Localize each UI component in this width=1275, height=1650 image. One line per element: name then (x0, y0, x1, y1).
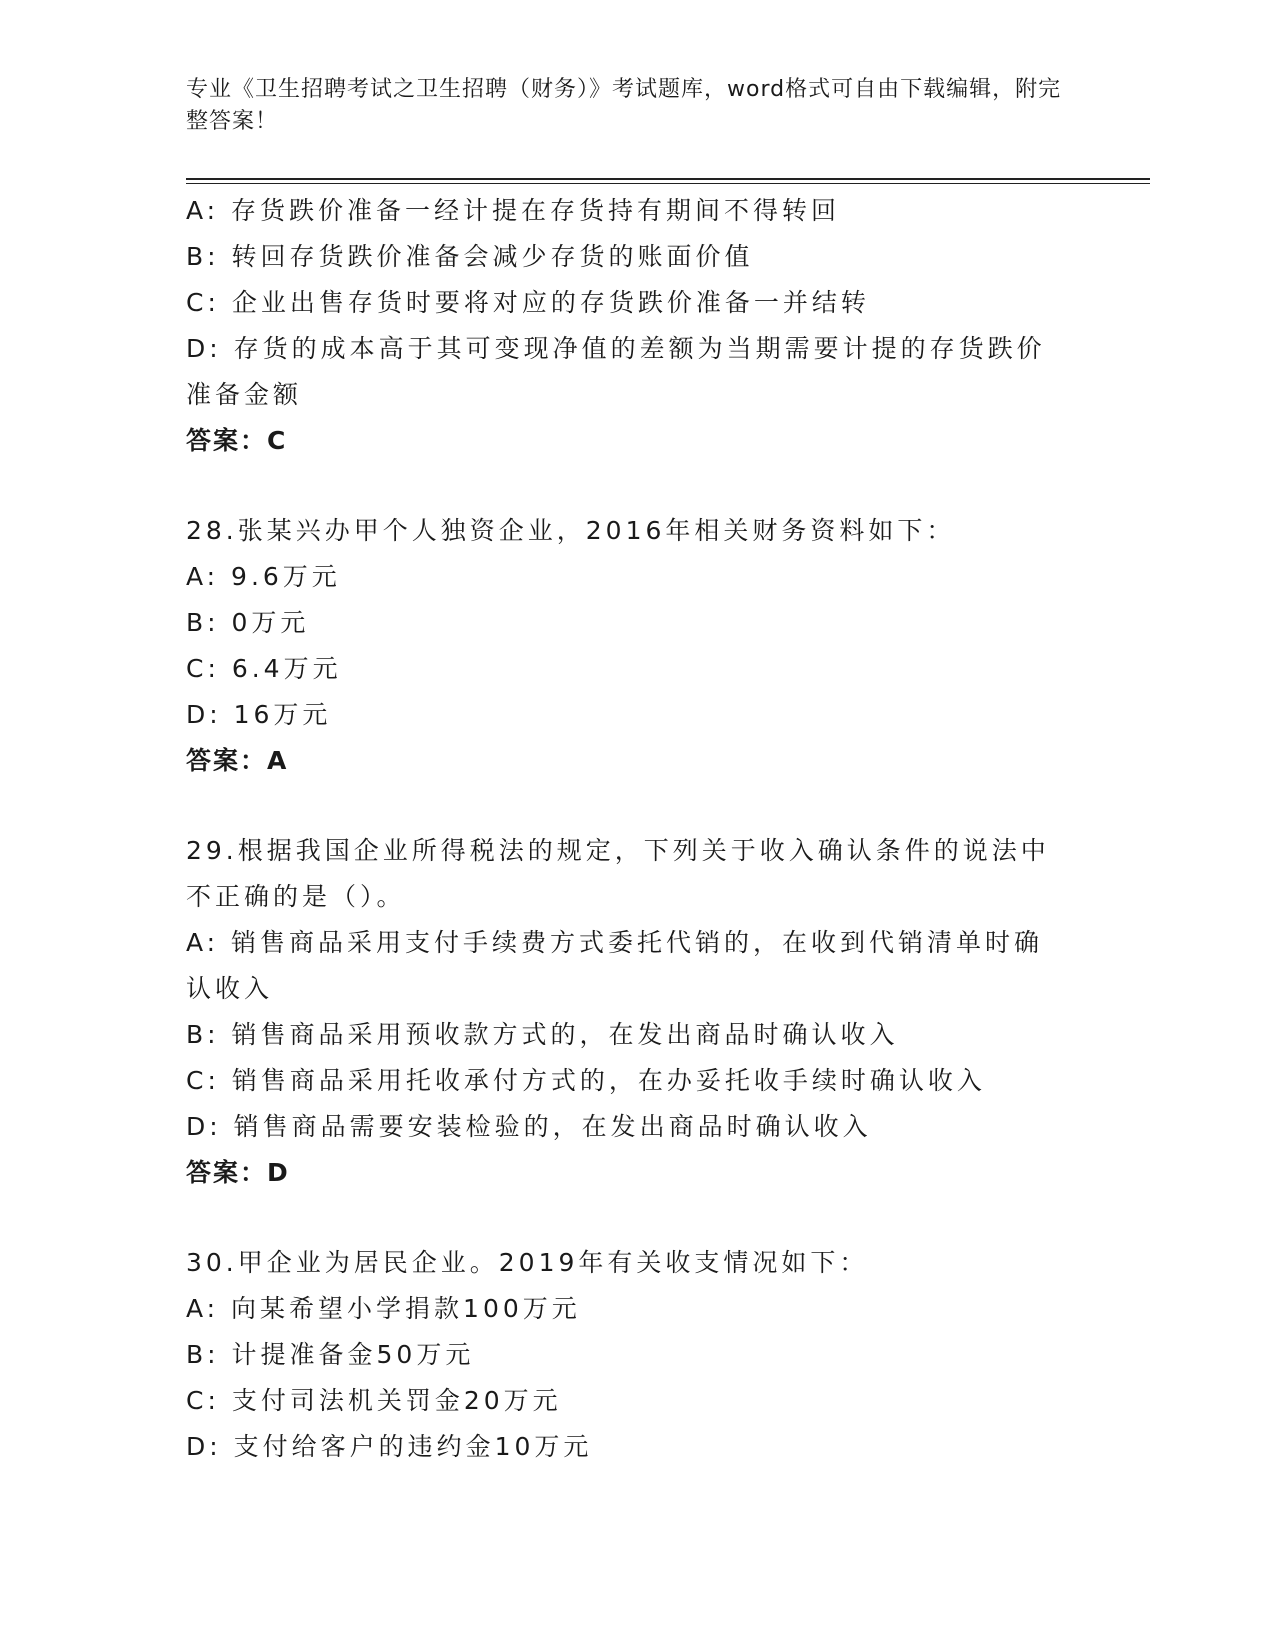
question-29 (186, 828, 1066, 1196)
option-a: A: 销售商品采用支付手续费方式委托代销的，在收到代销清单时确认收入 (186, 928, 1044, 1003)
question-title: 29.根据我国企业所得税法的规定，下列关于收入确认条件的说法中不正确的是（）。 (186, 836, 1050, 911)
option-d: D: 销售商品需要安装检验的，在发出商品时确认收入 (186, 1112, 872, 1141)
option-b: B: 转回存货跌价准备会减少存货的账面价值 (186, 242, 754, 271)
answer: 答案：C (186, 426, 288, 455)
answer: 答案：A (186, 746, 289, 775)
option-b: B: 计提准备金50万元 (186, 1340, 475, 1369)
option-b: B: 0万元 (186, 608, 310, 637)
option-a: A: 存货跌价准备一经计提在存货持有期间不得转回 (186, 196, 841, 225)
spacer (186, 1196, 1066, 1240)
option-c: C: 企业出售存货时要将对应的存货跌价准备一并结转 (186, 288, 870, 317)
question-28 (186, 508, 1066, 784)
option-c: C: 支付司法机关罚金20万元 (186, 1386, 562, 1415)
spacer (186, 784, 1066, 828)
spacer (186, 464, 1066, 508)
option-c: C: 6.4万元 (186, 654, 342, 683)
option-d: D: 存货的成本高于其可变现净值的差额为当期需要计提的存货跌价准备金额 (186, 334, 1046, 409)
page-header: 专业《卫生招聘考试之卫生招聘（财务）》考试题库，word格式可自由下载编辑，附完整答案！ (186, 77, 1062, 134)
option-a: A: 9.6万元 (186, 562, 341, 591)
header-rule-thick (186, 178, 1150, 180)
answer: 答案：D (186, 1158, 290, 1187)
option-d: D: 支付给客户的违约金10万元 (186, 1432, 593, 1461)
option-b: B: 销售商品采用预收款方式的，在发出商品时确认收入 (186, 1020, 899, 1049)
question-title: 28.张某兴办甲个人独资企业，2016年相关财务资料如下： (186, 516, 956, 545)
option-d: D: 16万元 (186, 700, 332, 729)
question-30 (186, 1240, 1066, 1470)
option-c: C: 销售商品采用托收承付方式的，在办妥托收手续时确认收入 (186, 1066, 986, 1095)
question-27 (186, 188, 1066, 464)
option-a: A: 向某希望小学捐款100万元 (186, 1294, 581, 1323)
header-rule-thin (186, 183, 1150, 184)
question-content (186, 188, 1066, 1470)
question-title: 30.甲企业为居民企业。2019年有关收支情况如下： (186, 1248, 869, 1277)
